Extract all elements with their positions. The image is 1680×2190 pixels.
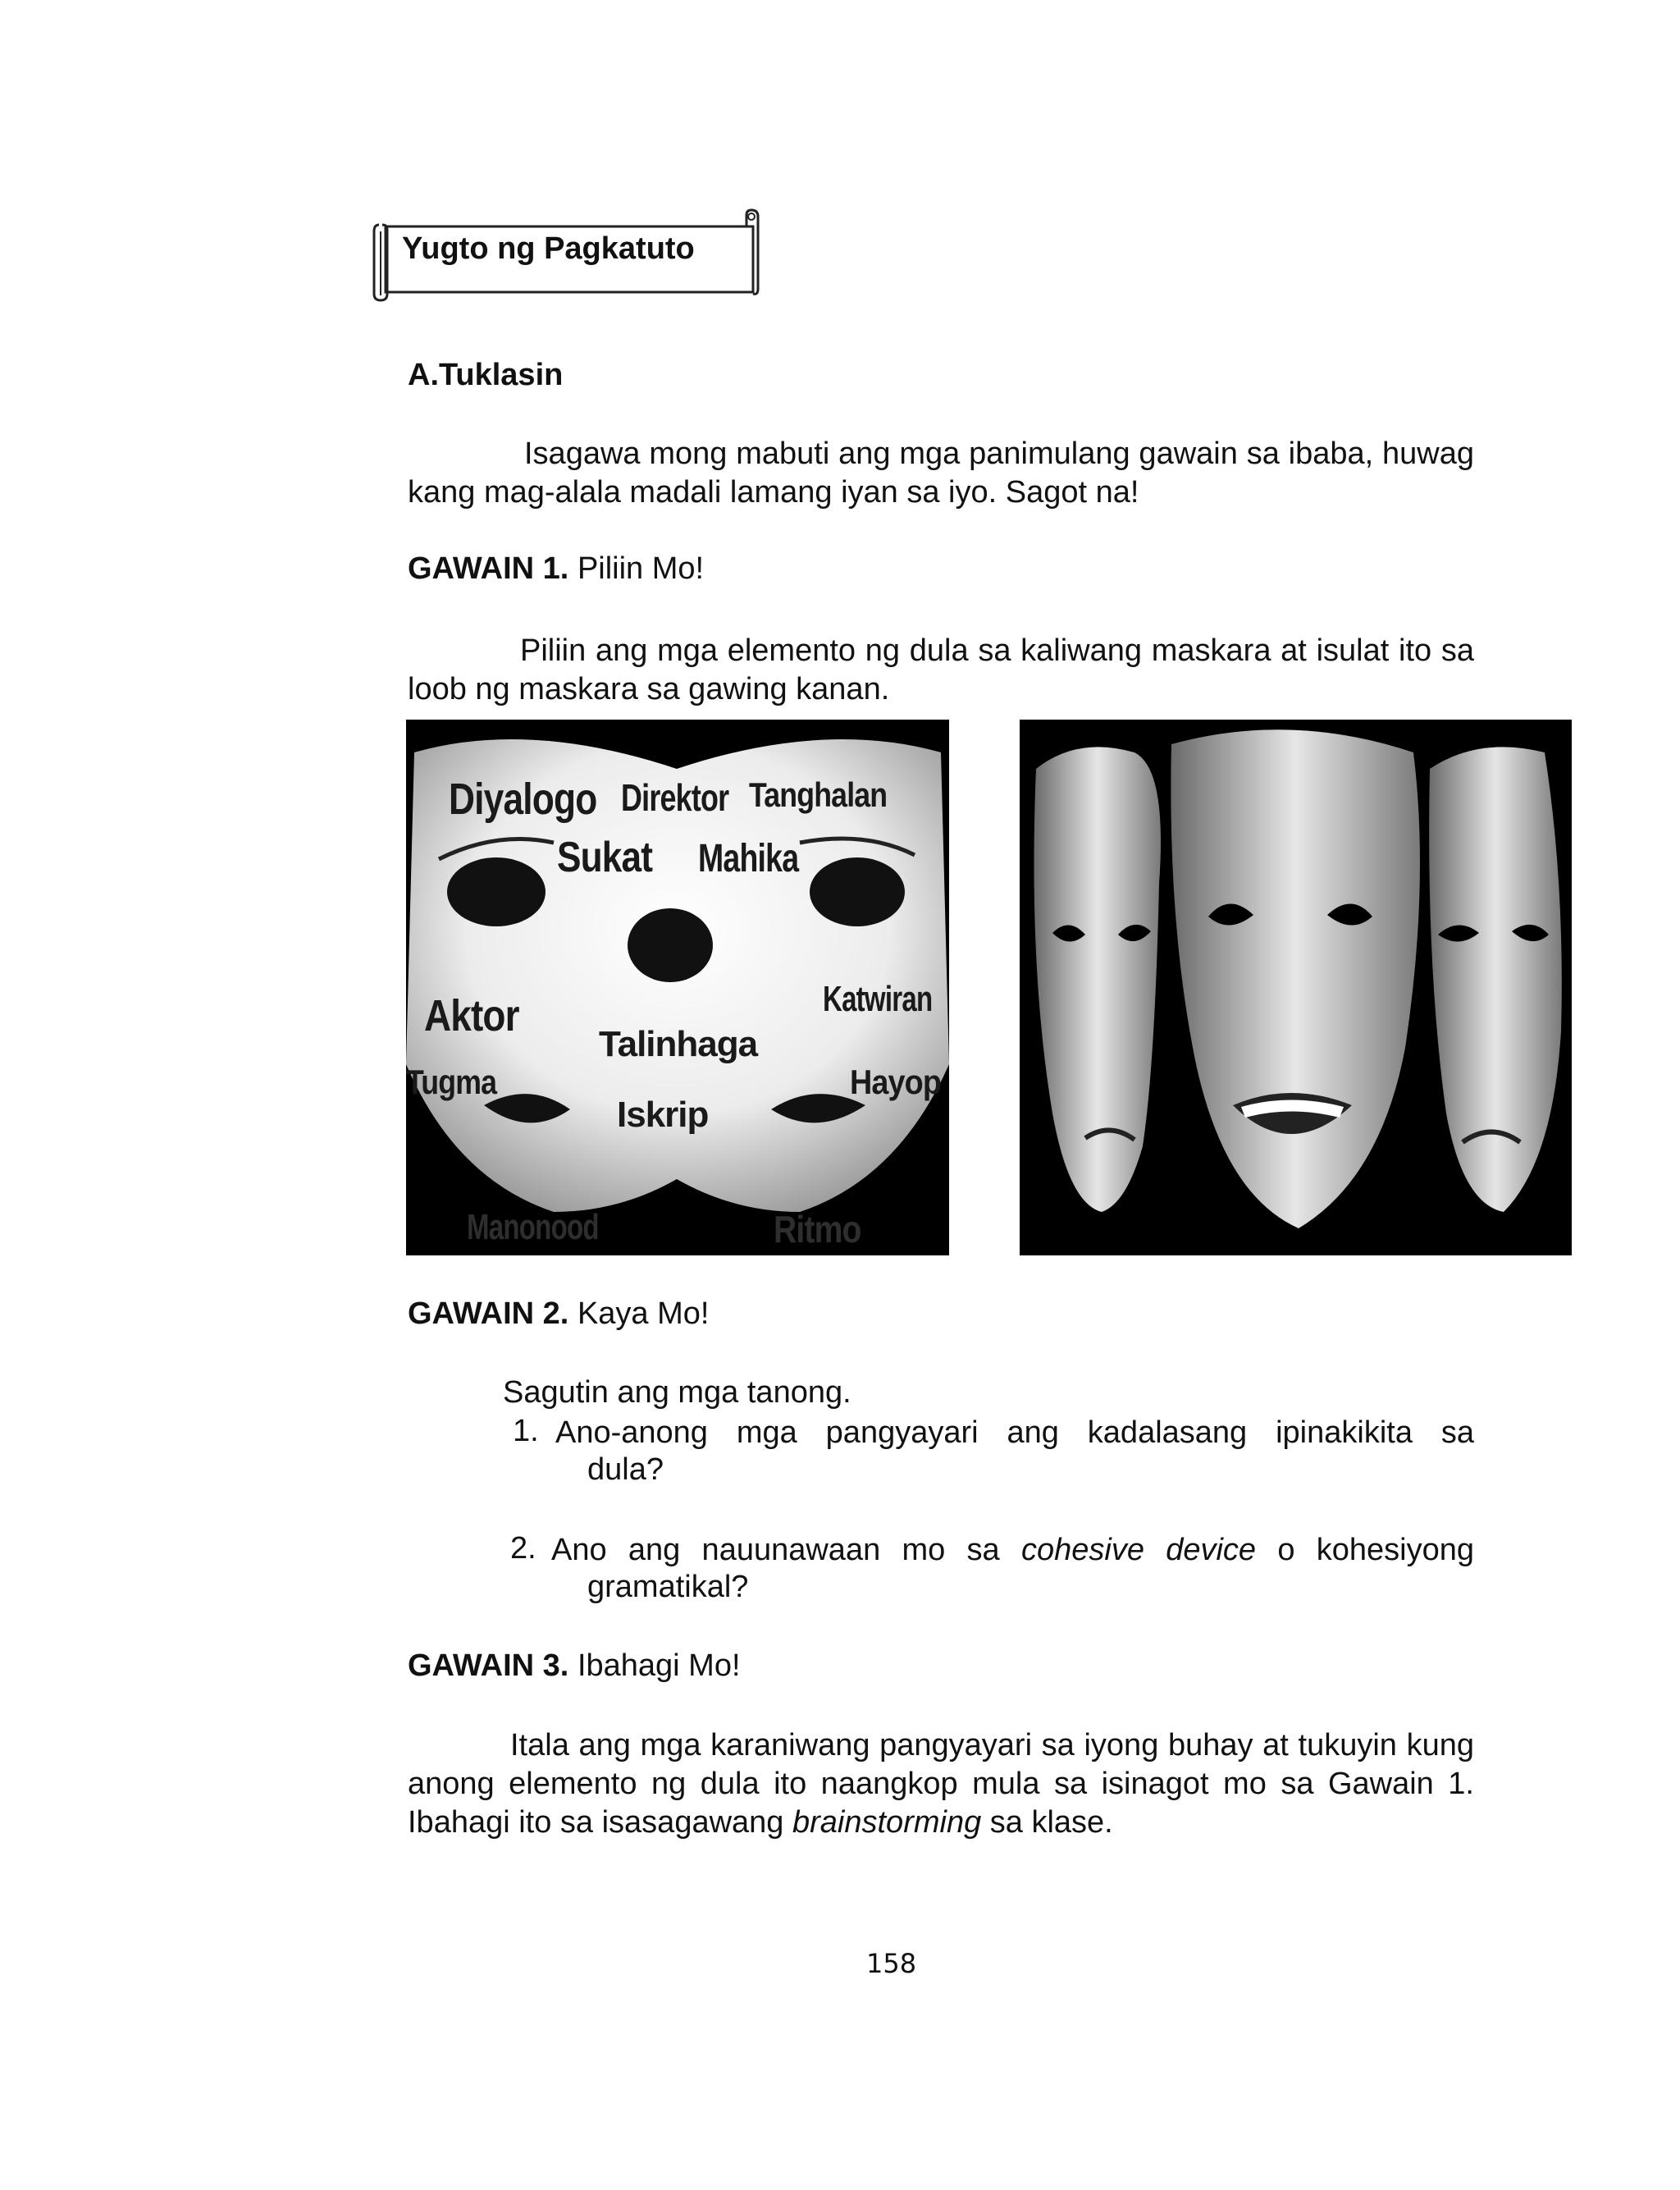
question-1-line1 [555,1414,1474,1452]
question-1-number: 1. [513,1414,539,1448]
mask-word-direktor: Direktor [621,776,729,819]
mask-word-katwiran: Katwiran [823,979,933,1019]
gawain2-title: Kaya Mo! [577,1296,710,1331]
gawain1-instruction-text: Piliin ang mga elemento ng dula sa kaliwang maskara at isulat ito sa loob ng maskara sa gawing kanan. [408,633,1474,706]
section-heading: A.Tuklasin [408,358,564,392]
mask-word-tanghalan: Tanghalan [749,775,888,814]
gawain3-label: GAWAIN 3. [408,1648,569,1683]
page-number: 158 [866,1948,917,1979]
mask-word-sukat: Sukat [557,834,653,881]
gawain3-text-post: sa klase. [989,1805,1113,1840]
section-banner [368,207,761,302]
gawain1-title: Piliin Mo! [577,551,705,586]
question-2-line1 [551,1531,1474,1570]
mask-word-aktor: Aktor [424,991,519,1040]
gawain3-paragraph [408,1726,1474,1842]
mask-word-tugma: Tugma [406,1063,497,1101]
mask-word-iskrip: Iskrip [617,1095,709,1135]
intro-text: Isagawa mong mabuti ang mga panimulang gawain sa ibaba, huwag kang mag-alala madali lamang iyan sa iyo. Sagot na! [408,437,1474,510]
question-1-line2: dula? [587,1452,664,1487]
mask-word-manonood: Manonood [467,1207,599,1247]
gawain3-title: Ibahagi Mo! [577,1648,741,1683]
question-1-text: Ano-anong mga pangyayari ang kadalasang ipinakikita sa [555,1415,1474,1450]
gawain2-label: GAWAIN 2. [408,1296,569,1331]
gawain3-text-em: brainstorming [792,1805,982,1840]
mask-word-hayop: Hayop [850,1063,942,1101]
question-2-number: 2. [510,1531,536,1566]
mask-word-diyalogo: Diyalogo [449,775,597,824]
question-2-text-pre: Ano ang nauunawaan mo sa [551,1533,1000,1567]
question-2-line2: gramatikal? [587,1570,749,1604]
mask-word-mahika: Mahika [698,837,799,880]
gawain3-heading [408,1648,741,1684]
mask-word-ritmo: Ritmo [774,1208,861,1250]
question-2-text-post: o kohesiyong [1277,1533,1474,1567]
gawain2-instruction: Sagutin ang mga tanong. [503,1375,851,1410]
gawain1-label: GAWAIN 1. [408,551,569,586]
intro-paragraph [408,435,1474,512]
gawain2-heading [408,1296,709,1332]
gawain1-instruction [408,632,1474,709]
gawain1-heading [408,551,704,587]
right-mask-image [1020,720,1572,1255]
theater-masks-icon [1020,720,1572,1255]
left-mask-image [406,720,949,1255]
question-2-text-em: cohesive device [1020,1533,1257,1567]
banner-title: Yugto ng Pagkatuto [402,231,695,266]
gawain3-text-pre: Itala ang mga karaniwang pangyayari sa iyong buhay at tukuyin kung anong elemento ng dula ito naangkop mula sa isinagot mo sa Gawain 1. Ibahagi ito sa isasagawang [408,1728,1474,1840]
mask-word-talinhaga: Talinhaga [599,1024,758,1064]
